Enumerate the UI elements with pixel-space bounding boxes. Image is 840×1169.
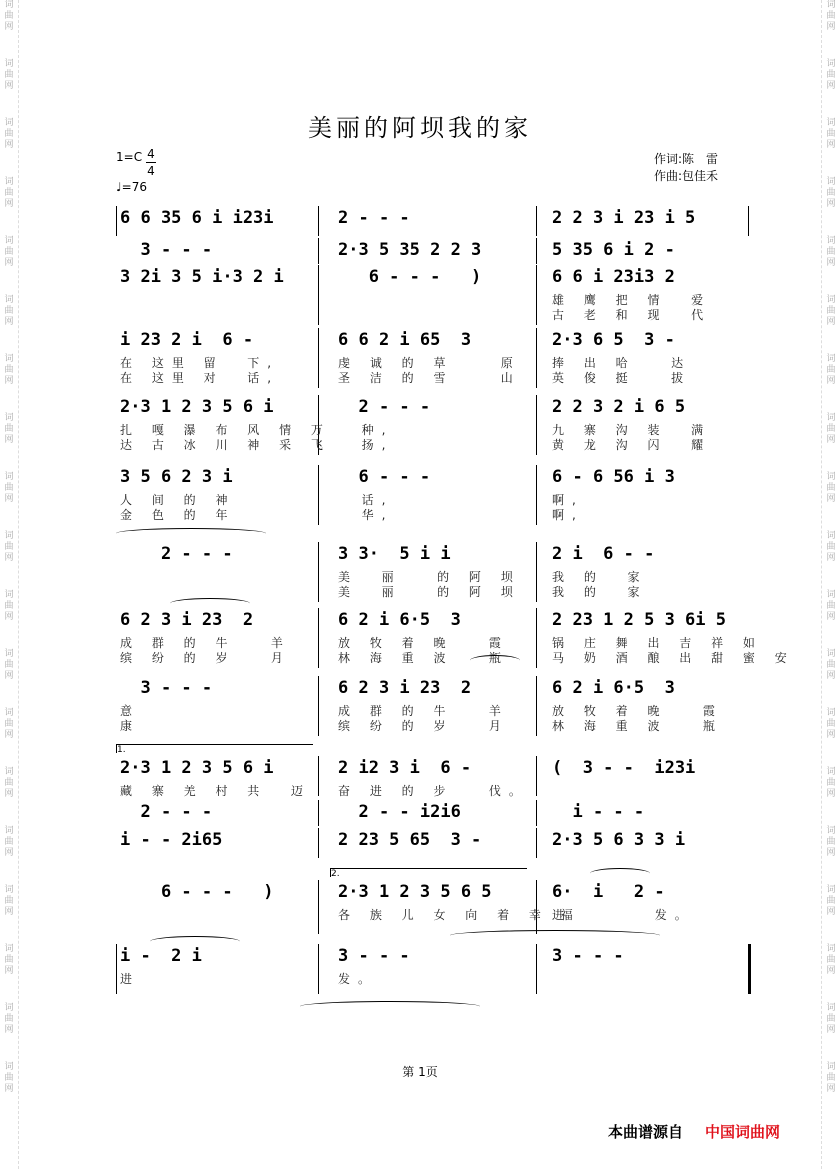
- watermark-glyph: 词 曲 网: [826, 236, 836, 268]
- barline: [536, 238, 537, 264]
- barline: [536, 328, 537, 388]
- watermark-glyph: 词 曲 网: [826, 826, 836, 858]
- watermark-glyph: 词 曲 网: [826, 354, 836, 386]
- score-row: [116, 869, 748, 934]
- lyricist: 作词:陈 雷: [654, 152, 719, 166]
- lyric-segment: 种,: [338, 423, 394, 437]
- lyric-segment: 达 古 冰 川 神 采 飞: [120, 438, 331, 452]
- lyric-segment: 英 俊 挺 拔: [552, 371, 692, 385]
- measure: 6 2 i 6·5 3: [338, 610, 461, 630]
- lyric-segment: 雄 鹰 把 情 爱: [552, 293, 712, 307]
- measure: 3 - - -: [120, 678, 213, 698]
- lyric-segment: 康: [120, 719, 141, 733]
- measure: 2 23 5 65 3 -: [338, 830, 482, 850]
- source-brand[interactable]: 中国词曲网: [705, 1123, 781, 1141]
- watermark-glyph: 词 曲 网: [4, 649, 14, 681]
- barline: [536, 395, 537, 455]
- watermark-glyph: 词 曲 网: [4, 118, 14, 150]
- barline: [116, 206, 117, 236]
- watermark-glyph: 词 曲 网: [826, 177, 836, 209]
- barline: [748, 206, 749, 236]
- barline: [536, 944, 537, 994]
- barline: [536, 828, 537, 858]
- measure: 2·3 1 2 3 5 6 i: [120, 397, 274, 417]
- lyric-segment: 锅 庄 舞 出 吉 祥 如: [552, 636, 763, 650]
- measure: 3 - - -: [552, 946, 624, 966]
- barline: [318, 676, 319, 736]
- lyric-segment: 啊,: [552, 493, 584, 507]
- measure: 6· i 2 -: [552, 882, 665, 902]
- slur-mark: [116, 528, 266, 539]
- lyric-segment: 古 老 和 现 代: [552, 308, 712, 322]
- lyric-segment: 缤 纷 的 岁 月: [120, 651, 291, 665]
- slur-mark: [470, 655, 520, 666]
- score-row: [116, 745, 748, 798]
- measure: 2 2 3 i 23 i 5: [552, 208, 696, 228]
- slur-mark: [170, 598, 250, 609]
- lyric-segment: 放 牧 着 晚 霞: [552, 704, 723, 718]
- lyric-segment: 捧 出 哈 达: [552, 356, 692, 370]
- watermark-glyph: 词 曲 网: [826, 472, 836, 504]
- barline: [318, 265, 319, 325]
- measure: 6 6 i 23i3 2: [552, 267, 675, 287]
- lyric-segment: 在 这里 留 下,: [120, 356, 280, 370]
- score-row: [116, 542, 748, 602]
- lyric-segment: 美 丽 的 阿 坝: [338, 585, 521, 599]
- barline: [748, 944, 751, 994]
- watermark-glyph: 词 曲 网: [826, 531, 836, 563]
- source-credit: [608, 1121, 780, 1142]
- watermark-glyph: 词 曲 网: [4, 413, 14, 445]
- watermark-glyph: 词 曲 网: [826, 649, 836, 681]
- slur-mark: [590, 868, 650, 879]
- lyric-segment: 九 寨 沟 装 满: [552, 423, 712, 437]
- watermark-glyph: 词 曲 网: [826, 590, 836, 622]
- lyric-segment: 意: [120, 704, 141, 718]
- watermark-glyph: 词 曲 网: [826, 59, 836, 91]
- lyric-segment: 缤 纷 的 岁 月: [338, 719, 509, 733]
- lyric-segment: 发。: [338, 972, 379, 986]
- measure: 6 - 6 56 i 3: [552, 467, 675, 487]
- lyric-segment: 人 间 的 神: [120, 493, 236, 507]
- score-row: [116, 676, 748, 736]
- lyric-segment: 华,: [338, 508, 394, 522]
- barline: [318, 828, 319, 858]
- measure: 6 6 2 i 65 3: [338, 330, 472, 350]
- score-row: [116, 328, 748, 388]
- lyric-segment: 成 群 的 牛 羊: [120, 636, 291, 650]
- watermark-glyph: 词 曲 网: [4, 885, 14, 917]
- measure: i 23 2 i 6 -: [120, 330, 254, 350]
- watermark-glyph: 词 曲 网: [826, 708, 836, 740]
- measure: 6 - - - ): [120, 882, 274, 902]
- lyric-segment: 扬,: [338, 438, 394, 452]
- barline: [116, 944, 117, 994]
- measure: 2·3 1 2 3 5 6 5: [338, 882, 492, 902]
- barline: [318, 465, 319, 525]
- barline: [536, 265, 537, 325]
- volta-bracket: 1.: [116, 744, 313, 753]
- slur-mark: [150, 936, 240, 947]
- watermark-glyph: 词 曲 网: [4, 354, 14, 386]
- measure: 3 5 6 2 3 i: [120, 467, 233, 487]
- barline: [536, 608, 537, 668]
- score-row: [116, 828, 748, 858]
- measure: 2·3 1 2 3 5 6 i: [120, 758, 274, 778]
- lyric-segment: 放 牧 着 晚 霞: [338, 636, 509, 650]
- barline: [536, 542, 537, 602]
- watermark-glyph: 词 曲 网: [826, 0, 836, 32]
- lyric-segment: 虔 诚 的 草 原: [338, 356, 521, 370]
- lyric-segment: 黄 龙 沟 闪 耀: [552, 438, 712, 452]
- song-title: 美丽的阿坝我的家: [308, 114, 532, 142]
- lyric-segment: 美 丽 的 阿 坝: [338, 570, 521, 584]
- tempo-marking: ♩=76: [116, 180, 147, 194]
- measure: 6 2 i 6·5 3: [552, 678, 675, 698]
- measure: 2 - - -: [120, 544, 233, 564]
- lyric-segment: 在 这里 对 话,: [120, 371, 280, 385]
- slur-mark: [450, 930, 660, 941]
- lyric-segment: 金 色 的 年: [120, 508, 236, 522]
- lyric-segment: 各 族 儿 女 向 着 幸 福: [338, 908, 581, 922]
- measure: 6 6 35 6 i i23i: [120, 208, 274, 228]
- measure: 5 35 6 i 2 -: [552, 240, 675, 260]
- measure: 2·3 5 35 2 2 3: [338, 240, 482, 260]
- slur-mark: [300, 1001, 480, 1012]
- watermark-glyph: 词 曲 网: [826, 885, 836, 917]
- barline: [536, 676, 537, 736]
- barline: [318, 608, 319, 668]
- watermark-glyph: 词 曲 网: [826, 413, 836, 445]
- measure: 2 2 3 2 i 6 5: [552, 397, 686, 417]
- watermark-glyph: 词 曲 网: [4, 236, 14, 268]
- lyric-segment: 我 的 家: [552, 585, 648, 599]
- watermark-glyph: 词 曲 网: [826, 118, 836, 150]
- measure: 3 - - -: [338, 946, 410, 966]
- barline: [536, 756, 537, 796]
- lyric-segment: 马 奶 酒 酿 出 甜 蜜 安: [552, 651, 795, 665]
- score-row: [116, 608, 795, 668]
- source-prefix: 本曲谱源自: [608, 1123, 684, 1141]
- score-row: [116, 465, 748, 525]
- barline: [318, 880, 319, 934]
- barline: [318, 542, 319, 602]
- measure: i - 2 i: [120, 946, 202, 966]
- watermark-glyph: 词 曲 网: [4, 767, 14, 799]
- lyric-segment: 林 海 重 波 瓶: [338, 651, 509, 665]
- watermark-glyph: 词 曲 网: [4, 590, 14, 622]
- measure: 2 i2 3 i 6 -: [338, 758, 472, 778]
- watermark-glyph: 词 曲 网: [826, 1003, 836, 1035]
- page-number: 第 1页: [402, 1065, 438, 1079]
- measure: 3 3· 5 i i: [338, 544, 451, 564]
- watermark-glyph: 词 曲 网: [4, 295, 14, 327]
- watermark-glyph: 词 曲 网: [4, 708, 14, 740]
- watermark-glyph: 词 曲 网: [4, 177, 14, 209]
- watermark-glyph: 词 曲 网: [4, 59, 14, 91]
- measure: 2·3 6 5 3 -: [552, 330, 675, 350]
- measure: i - - -: [552, 802, 645, 822]
- barline: [536, 800, 537, 826]
- score-row: [116, 265, 748, 325]
- measure: 3 - - -: [120, 240, 213, 260]
- watermark-glyph: 词 曲 网: [4, 944, 14, 976]
- watermark-glyph: 词 曲 网: [4, 1062, 14, 1094]
- watermark-glyph: 词 曲 网: [826, 767, 836, 799]
- lyric-segment: 扎 嘎 瀑 布 风 情 万: [120, 423, 331, 437]
- lyric-segment: 进 发。: [552, 908, 695, 922]
- measure: 6 2 3 i 23 2: [120, 610, 254, 630]
- score-row: [116, 395, 748, 455]
- measure: 2 23 1 2 5 3 6i 5: [552, 610, 726, 630]
- composer: 作曲:包佳禾: [654, 169, 719, 183]
- lyric-segment: 我 的 家: [552, 570, 648, 584]
- measure: 6 - - -: [338, 467, 431, 487]
- barline: [318, 756, 319, 796]
- volta-bracket: 2.: [330, 868, 527, 877]
- barline: [318, 206, 319, 236]
- measure: 2·3 5 6 3 3 i: [552, 830, 686, 850]
- score-row: [116, 206, 748, 236]
- watermark-glyph: 词 曲 网: [4, 472, 14, 504]
- measure: 2 - - -: [338, 397, 431, 417]
- measure: 6 2 3 i 23 2: [338, 678, 472, 698]
- lyric-segment: 奋 进 的 步 伐。: [338, 784, 529, 798]
- measure: 2 - - -: [338, 208, 410, 228]
- lyric-segment: 林 海 重 波 瓶: [552, 719, 723, 733]
- watermark-glyph: 词 曲 网: [4, 826, 14, 858]
- time-sig-bottom: 4: [147, 164, 155, 178]
- score-row: [116, 800, 748, 826]
- watermark-glyph: 词 曲 网: [826, 1062, 836, 1094]
- barline: [318, 944, 319, 994]
- key-signature: 1=C: [116, 150, 143, 164]
- watermark-glyph: 词 曲 网: [826, 944, 836, 976]
- measure: ( 3 - - i23i: [552, 758, 696, 778]
- watermark-glyph: 词 曲 网: [4, 0, 14, 32]
- watermark-glyph: 词 曲 网: [4, 1003, 14, 1035]
- measure: 3 2i 3 5 i·3 2 i: [120, 267, 284, 287]
- score-row: [116, 238, 748, 264]
- watermark-glyph: 词 曲 网: [4, 531, 14, 563]
- lyric-segment: 进: [120, 972, 141, 986]
- barline: [536, 206, 537, 236]
- measure: 2 i 6 - -: [552, 544, 655, 564]
- score-row: [116, 944, 748, 994]
- measure: 2 - - -: [120, 802, 213, 822]
- measure: i - - 2i65: [120, 830, 223, 850]
- lyric-segment: 话,: [338, 493, 394, 507]
- time-sig-top: 4: [147, 147, 155, 161]
- lyric-segment: 藏 寨 羌 村 共 迈: [120, 784, 311, 798]
- barline: [536, 465, 537, 525]
- lyric-segment: 啊,: [552, 508, 584, 522]
- barline: [318, 328, 319, 388]
- measure: 6 - - - ): [338, 267, 482, 287]
- measure: 2 - - i2i6: [338, 802, 461, 822]
- lyric-segment: 成 群 的 牛 羊: [338, 704, 509, 718]
- barline: [318, 238, 319, 264]
- barline: [318, 800, 319, 826]
- watermark-glyph: 词 曲 网: [826, 295, 836, 327]
- lyric-segment: 圣 洁 的 雪 山: [338, 371, 521, 385]
